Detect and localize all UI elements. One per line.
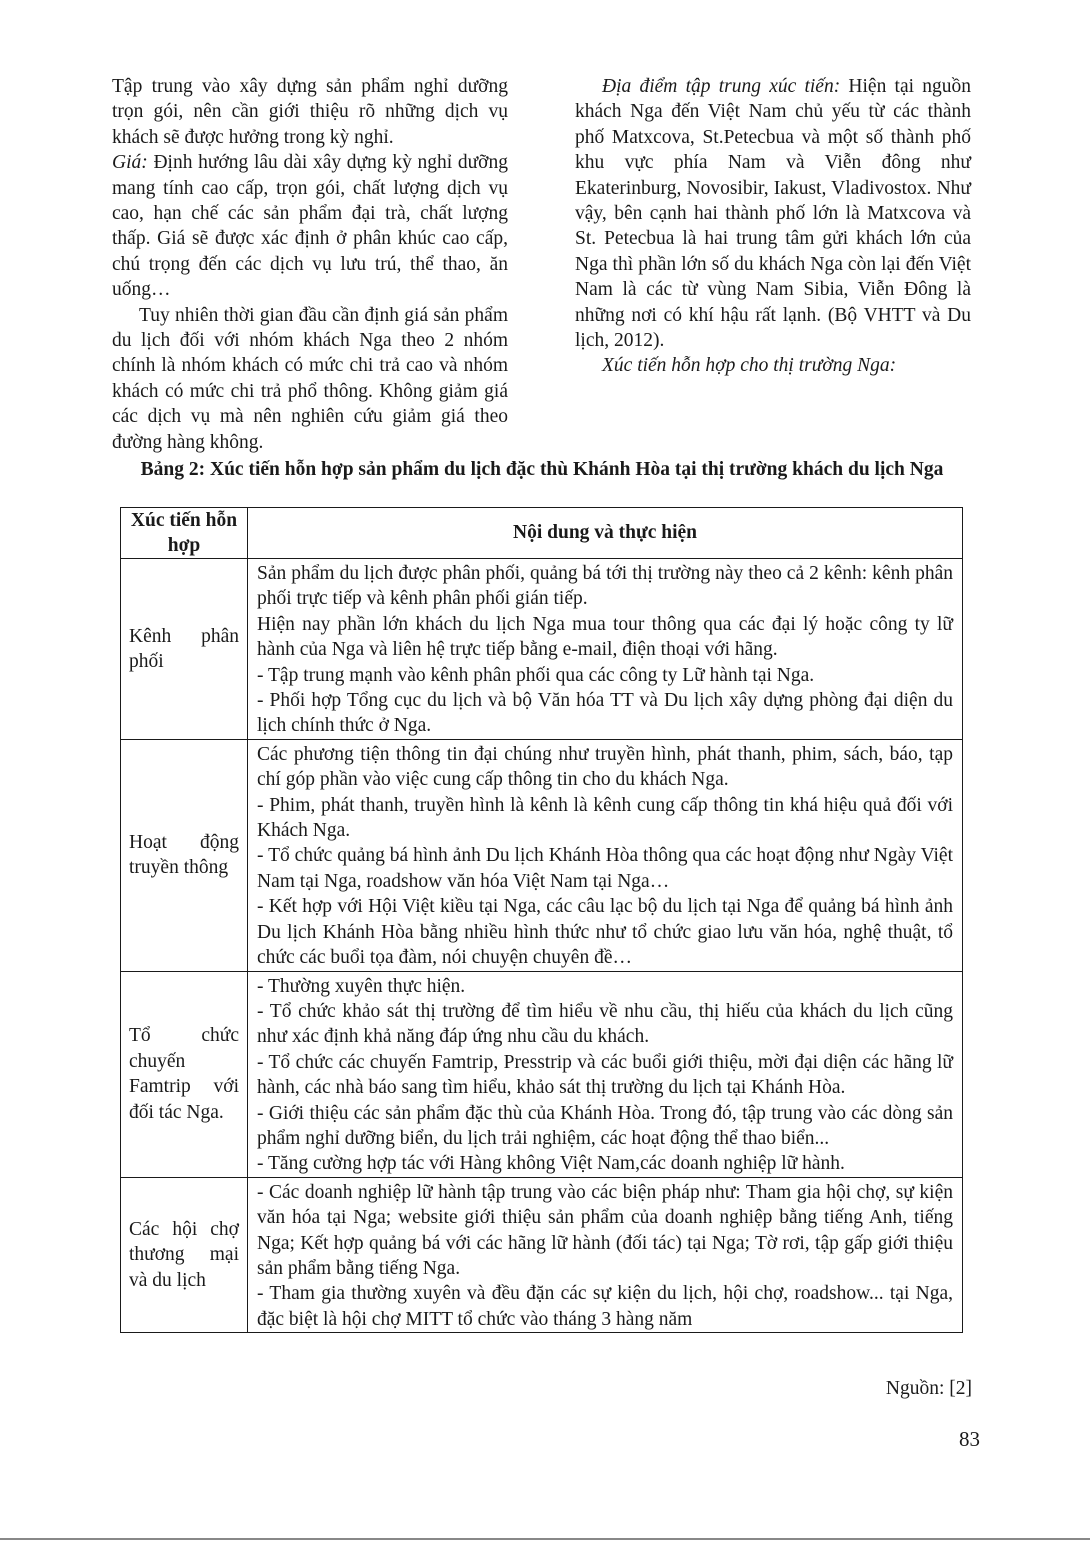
location-text: Hiện tại nguồn khách Nga đến Việt Nam chủ yếu từ các thành phố Matxcova, St.Petecbua và một số thành phố khu vực phía Nam và Viễn đông như Ekaterinburg, Novosibir, Iakust, Vladivostox. Như vậy, bên cạnh hai thành phố lớn là Matxcova và St. Petecbua là hai trung tâm gửi khách lớn của Nga thì phần lớn số du khách Nga còn lại đến Việt Nam là các từ vùng Nam Sibia, Viễn Đông là những nơi có khí hậu rất lạnh. (Bộ VHTT và Du lịch, 2012). — [575, 76, 971, 352]
content-line: - Tổ chức quảng bá hình ảnh Du lịch Khánh Hòa thông qua các hoạt động như Ngày Việt Nam tại Nga, roadshow văn hóa Việt Nam tại Nga… — [257, 845, 953, 892]
row-label: Kênh phân phối — [121, 559, 248, 740]
promotion-table — [120, 507, 963, 1333]
row-content — [248, 1177, 963, 1332]
left-paragraph-price — [112, 150, 508, 302]
content-line: - Tham gia thường xuyên và đều đặn các sự kiện du lịch, hội chợ, roadshow... tại Nga, đặc biệt là hội chợ MITT tổ chức vào tháng 3 hàng năm — [257, 1283, 953, 1330]
right-paragraph-2: Xúc tiến hỗn hợp cho thị trường Nga: — [602, 355, 897, 377]
content-line: - Tập trung mạnh vào kênh phân phối qua các công ty Lữ hành tại Nga. — [257, 664, 815, 686]
content-line: - Tổ chức các chuyến Famtrip, Presstrip và các buổi giới thiệu, mời đại diện các hãng lữ hành, các nhà báo sang tìm hiểu, khảo sát thị trường du lịch tại Khánh Hòa. — [257, 1051, 953, 1099]
row-content — [248, 559, 963, 740]
bottom-divider — [0, 1538, 1090, 1540]
row-content — [248, 971, 963, 1177]
content-line: - Các doanh nghiệp lữ hành tập trung vào các biện pháp như: Tham gia hội chợ, sự kiện văn hóa tại Nga; website giới thiệu sản phẩm của doanh nghiệp bằng tiếng Anh, tiếng Nga; Kết hợp quảng bá với các hãng lữ hành (đối tác) tại Nga; Tờ rơi, tập gấp giới thiệu sản phẩm bằng tiếng Nga. — [257, 1181, 953, 1279]
table-source: Nguồn: [2] — [885, 1378, 972, 1399]
content-line: Hiện nay phần lớn khách du lịch Nga mua tour thông qua các đại lý hoặc công ty lữ hành của Nga và liên hệ trực tiếp bằng e-mail, điện thoại với hãng. — [257, 613, 953, 661]
content-line: - Tăng cường hợp tác với Hàng không Việt Nam,các doanh nghiệp lữ hành. — [257, 1153, 845, 1175]
left-paragraph-3: Tuy nhiên thời gian đầu cần định giá sản phẩm du lịch đối với nhóm khách Nga theo 2 nhóm chính là nhóm khách có mức chi trả cao và nhóm khách có mức chi trả phổ thông. Không giảm giá các dịch vụ mà nên nghiên cứu giảm giá theo đường hàng không. — [112, 304, 508, 453]
table-row — [121, 559, 963, 740]
content-line: - Tổ chức khảo sát thị trường để tìm hiểu về nhu cầu, thị hiếu của khách du lịch cũng như xác định khả năng đáp ứng nhu cầu du khách. — [257, 1000, 953, 1048]
location-label: Địa điểm tập trung xúc tiến: — [602, 76, 841, 97]
content-line: - Kết hợp với Hội Việt kiều tại Nga, các câu lạc bộ du lịch tại Nga để quảng bá hình ảnh Du lịch Khánh Hòa bằng nhiều hình thức như tổ chức giao lưu văn hóa, nghệ thuật, tổ chức các buổi tọa đàm, nói chuyện chuyên đề… — [257, 896, 953, 969]
content-line: - Phối hợp Tổng cục du lịch và bộ Văn hóa TT và Du lịch xây dựng phòng đại diện du lịch chính thức ở Nga. — [257, 690, 953, 737]
table-header-row — [121, 508, 963, 559]
row-label: Tổ chức chuyến Famtrip với đối tác Nga. — [121, 971, 248, 1177]
table-row — [121, 971, 963, 1177]
content-line: Sản phẩm du lịch được phân phối, quảng bá tới thị trường này theo cả 2 kênh: kênh phân phối trực tiếp và kênh phân phối gián tiếp. — [257, 563, 953, 610]
row-label: Hoạt động truyền thông — [121, 739, 248, 971]
right-column — [575, 74, 971, 379]
row-content — [248, 739, 963, 971]
row-label: Các hội chợ thương mại và du lịch — [121, 1177, 248, 1332]
left-column — [112, 74, 508, 455]
price-label: Giá: — [112, 152, 148, 174]
table-row — [121, 1177, 963, 1332]
header-col-2: Nội dung và thực hiện — [248, 508, 963, 559]
table-row — [121, 739, 963, 971]
content-line: - Giới thiệu các sản phẩm đặc thù của Khánh Hòa. Trong đó, tập trung vào các dòng sản phẩm nghỉ dưỡng biển, du lịch trải nghiệm, các hoạt động thể thao biển... — [257, 1102, 953, 1149]
table-caption: Bảng 2: Xúc tiến hỗn hợp sản phẩm du lịch đặc thù Khánh Hòa tại thị trường khách du lịch Nga — [140, 459, 944, 480]
content-line: Các phương tiện thông tin đại chúng như truyền hình, phát thanh, phim, sách, báo, tạp chí góp phần vào việc cung cấp thông tin cho du khách Nga. — [257, 743, 953, 791]
page-number: 83 — [959, 1427, 980, 1451]
content-line: - Phim, phát thanh, truyền hình là kênh là kênh cung cấp thông tin khá hiệu quả đối với Khách Nga. — [257, 794, 953, 842]
left-paragraph-1: Tập trung vào xây dựng sản phẩm nghỉ dưỡng trọn gói, nên cần giới thiệu rõ những dịch vụ khách sẽ được hưởng trong kỳ nghỉ. — [112, 76, 508, 148]
header-col-1: Xúc tiến hỗn hợp — [121, 508, 248, 559]
right-paragraph-1 — [575, 74, 971, 353]
content-line: - Thường xuyên thực hiện. — [257, 975, 466, 997]
price-text: Định hướng lâu dài xây dựng kỳ nghỉ dưỡng mang tính cao cấp, trọn gói, chất lượng dịch vụ cao, hạn chế các sản phẩm đại trà, chất lượng thấp. Giá sẽ được xác định ở phân khúc cao cấp, chú trọng đến các dịch vụ lưu trú, thể thao, ăn uống… — [112, 152, 508, 301]
